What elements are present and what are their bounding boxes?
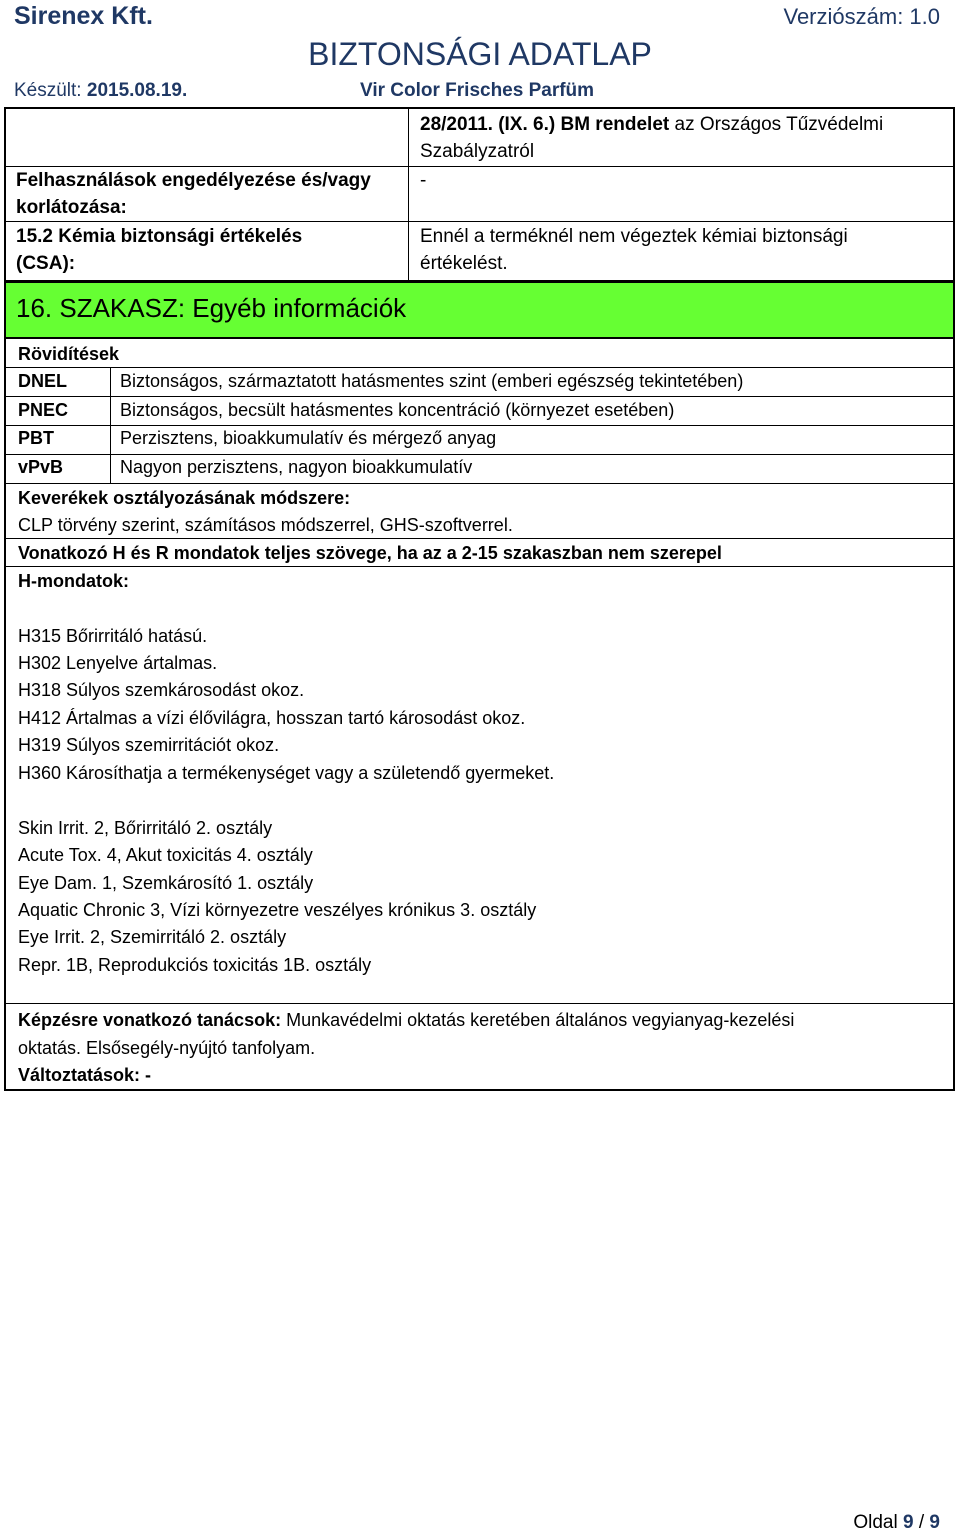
section15-table: [4, 107, 955, 282]
page-label: Oldal: [853, 1512, 898, 1533]
h-statements-heading: H-mondatok:: [18, 571, 129, 591]
training-advice: [18, 1007, 794, 1034]
training-text-line2: oktatás. Elsősegély-nyújtó tanfolyam.: [18, 1038, 316, 1058]
hr-statements-heading: Vonatkozó H és R mondatok teljes szövege, ha az a 2-15 szakaszban nem szerepel: [18, 543, 722, 563]
list-item: Eye Irrit. 2, Szemirritáló 2. osztály: [18, 927, 287, 947]
list-item: H318 Súlyos szemkárosodást okoz.: [18, 680, 305, 700]
method-text: CLP törvény szerint, számításos módszerrel, GHS-szoftverrel.: [18, 515, 513, 535]
section16-body: Rövidítések DNEL Biztonságos, származtatott hatásmentes szint (emberi egészség tekintetében) PNEC Biztonságos, becsült hatásmentes koncentráció (környezet esetében) PBT Perzisztens, bioakkumulatív és mérgező anyag vPvB Nagyon perzisztens, nagyon bioakkumulatív Keverékek osztályozásának módszere: CLP törvény szerint, számításos módszerrel, GHS-szoftverrel. Vonatkozó H és R mondatok teljes szövege, ha az a 2-15 szakaszban nem szerepel H-mondatok: H315 Bőrirritáló hatású. H302 Lenyelve ártalmas. H318 Súlyos szemkárosodást okoz. H412 Ártalmas a vízi élővilágra, hosszan tartó károsodást okoz. H319 Súlyos szemirritációt okoz. H360 Károsíthatja a termékenységet vagy a születendő gyermeket. Skin Irrit. 2, Bőrirritáló 2. osztály Acute Tox. 4, Akut toxicitás 4. osztály Eye Dam. 1, Szemkárosító 1. osztály Aquatic Chronic 3, Vízi környezetre veszélyes krónikus 3. osztály Eye Irrit. 2, Szemirritáló 2. osztály Repr. 1B, Reprodukciós toxicitás 1B. osztály Képzésre vonatkozó tanácsok: Munkavédelmi oktatás keretében általános vegyianyag-kezelési oktatás. Elsősegély-nyújtó tanfolyam. Változtatások: -: [4, 337, 955, 1091]
list-item: Aquatic Chronic 3, Vízi környezetre veszélyes krónikus 3. osztály: [18, 900, 537, 920]
regulation-text-line2: Szabályzatról: [420, 141, 535, 162]
training-label: Képzésre vonatkozó tanácsok:: [18, 1010, 282, 1030]
list-item: Eye Dam. 1, Szemkárosító 1. osztály: [18, 873, 314, 893]
current-page: 9: [903, 1512, 914, 1533]
list-item: Skin Irrit. 2, Bőrirritáló 2. osztály: [18, 818, 273, 838]
csa-label: 15.2 Kémia biztonsági értékelés (CSA):: [16, 226, 303, 274]
page-number: [853, 1512, 940, 1534]
regulation-ref: 28/2011. (IX. 6.) BM rendelet: [420, 114, 670, 135]
creation-date: [14, 80, 187, 102]
list-item: H302 Lenyelve ártalmas.: [18, 653, 218, 673]
company-name: Sirenex Kft.: [14, 2, 153, 30]
list-item: Repr. 1B, Reprodukciós toxicitás 1B. osztály: [18, 955, 372, 975]
section16-title: 16. SZAKASZ: Egyéb információk: [4, 281, 955, 339]
method-heading: Keverékek osztályozásának módszere:: [18, 488, 351, 508]
list-item: H315 Bőrirritáló hatású.: [18, 626, 208, 646]
total-pages: 9: [929, 1512, 940, 1533]
version-number: Verziószám: 1.0: [783, 4, 940, 29]
changes-label: Változtatások: -: [18, 1065, 152, 1085]
regulation-text: az Országos Tűzvédelmi: [669, 114, 884, 135]
restrictions-value: -: [420, 170, 427, 191]
regulation-cell: [420, 111, 883, 165]
list-item: H360 Károsíthatja a termékenységet vagy a születendő gyermeket.: [18, 763, 555, 783]
training-text: Munkavédelmi oktatás keretében általános vegyianyag-kezelési: [281, 1010, 795, 1030]
list-item: H319 Súlyos szemirritációt okoz.: [18, 735, 280, 755]
restrictions-label: Felhasználások engedélyezése és/vagy korlátozása:: [16, 170, 371, 218]
csa-value: Ennél a terméknél nem végeztek kémiai biztonsági értékelést.: [420, 226, 848, 274]
product-name: Vir Color Frisches Parfüm: [360, 80, 595, 101]
list-item: Acute Tox. 4, Akut toxicitás 4. osztály: [18, 845, 313, 865]
page-separator: /: [913, 1512, 930, 1533]
date-label: Készült:: [14, 80, 82, 101]
date-value: 2015.08.19.: [86, 80, 188, 101]
document-title: BIZTONSÁGI ADATLAP: [308, 36, 652, 72]
abbreviations-heading: Rövidítések: [18, 344, 120, 364]
list-item: H412 Ártalmas a vízi élővilágra, hosszan tartó károsodást okoz.: [18, 708, 526, 728]
